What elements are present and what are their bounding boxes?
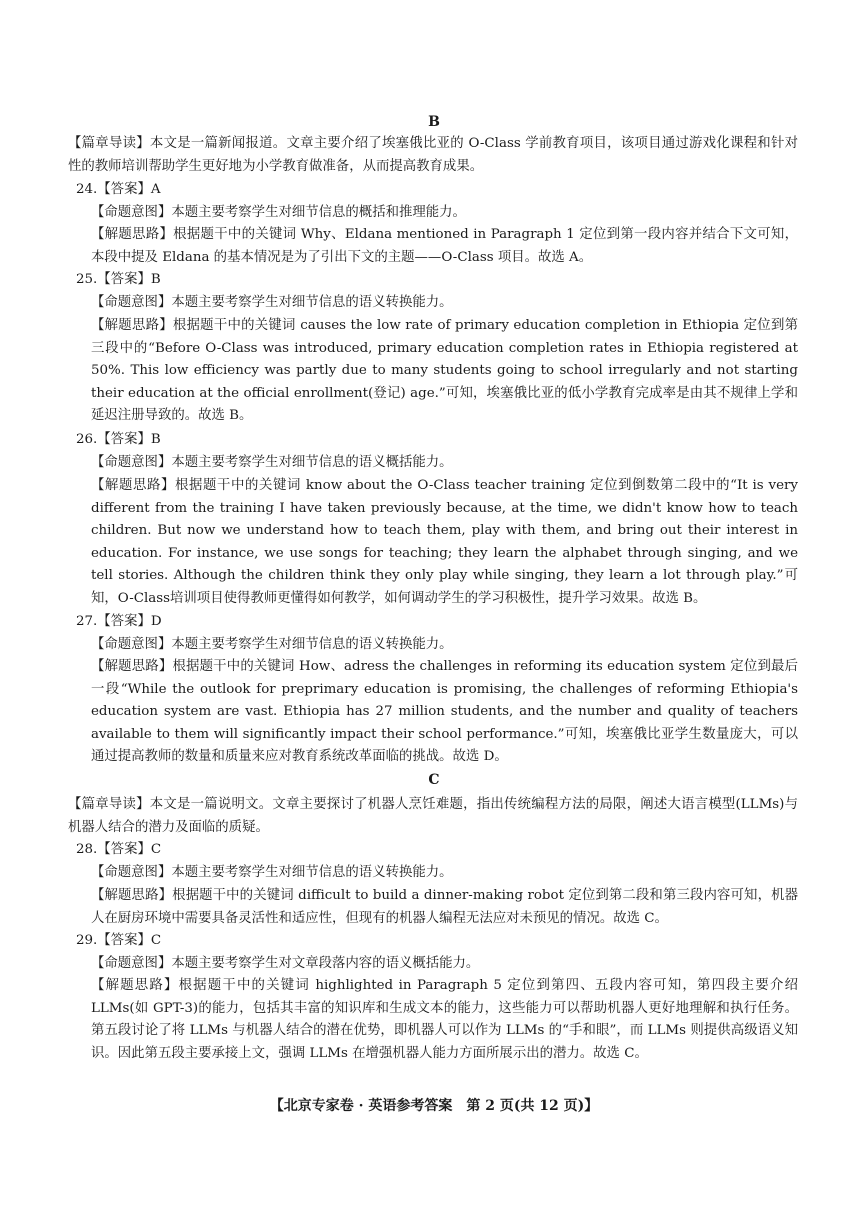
q24-answer: 24.【答案】A (76, 182, 161, 197)
q29-intent: 【命题意图】本题主要考察学生对文章段落内容的语义概括能力。 (91, 956, 480, 971)
q26-intent: 【命题意图】本题主要考察学生对细节信息的语义概括能力。 (91, 455, 453, 470)
q28-intent: 【命题意图】本题主要考察学生对细节信息的语义转换能力。 (91, 865, 453, 880)
q25-intent: 【命题意图】本题主要考察学生对细节信息的语义转换能力。 (91, 295, 453, 310)
section-b-intro: 【篇章导读】本文是一篇新闻报道。文章主要介绍了埃塞俄比亚的 O-Class 学前教育项目，该项目通过游戏化课程和针对性的教师培训帮助学生更好地为小学教育做准备，从而提高教育成果。 (68, 136, 798, 174)
q27-answer: 27.【答案】D (76, 614, 162, 629)
q29-answer: 29.【答案】C (76, 933, 162, 948)
q25-answer: 25.【答案】B (76, 272, 161, 287)
q25-reasoning: 【解题思路】根据题干中的关键词 causes the low rate of primary education completion in Ethiopia 定位到第三段中的“Before O-Class was introduced, primary education completion rates in Ethiopia registered at 50%. This low efficiency was partly due to many students going to school irregularly and not starting their education at the official enrollment(登记) age.”可知，埃塞俄比亚的低小学教育完成率是由其不规律上学和延迟注册导致的。故选 B。 (91, 318, 798, 424)
q28-answer: 28.【答案】C (76, 842, 162, 857)
q27-intent: 【命题意图】本题主要考察学生对细节信息的语义转换能力。 (91, 637, 453, 652)
page-footer: 【北京专家卷 · 英语参考答案 第 2 页(共 12 页)】 (269, 1098, 599, 1114)
q29-reasoning: 【解题思路】根据题干中的关键词 highlighted in Paragraph 5 定位到第四、五段内容可知，第四段主要介绍 LLMs(如 GPT-3)的能力，包括其丰富的知识库和生成文本的能力，这些能力可以帮助机器人更好地理解和执行任务。第五段讨论了将 LLMs 与机器人结合的潜在优势，即机器人可以作为 LLMs 的“手和眼”，而 LLMs 则提供高级语义知识。因此第五段主要承接上文，强调 LLMs 在增强机器人能力方面所展示出的潜力。故选 C。 (91, 978, 798, 1061)
q27-reasoning: 【解题思路】根据题干中的关键词 How、adress the challenges in reforming its education system 定位到最后一段“While the outlook for preprimary education is promising, the challenges of reforming Ethiopia's education system are vast. Ethiopia has 27 million students, and the number and quality of teachers available to them will significantly impact their school performance.”可知，埃塞俄比亚学生数量庞大，可以通过提高教师的数量和质量来应对教育系统改革面临的挑战。故选 D。 (91, 659, 798, 765)
q24-intent: 【命题意图】本题主要考察学生对细节信息的概括和推理能力。 (91, 205, 466, 220)
q28-reasoning: 【解题思路】根据题干中的关键词 difficult to build a dinner-making robot 定位到第二段和第三段内容可知，机器人在厨房环境中需要具备灵活性和适应性，但现有的机器人编程无法应对未预见的情况。故选 C。 (91, 888, 798, 926)
section-c-intro: 【篇章导读】本文是一篇说明文。文章主要探讨了机器人烹饪难题，指出传统编程方法的局限，阐述大语言模型(LLMs)与机器人结合的潜力及面临的质疑。 (68, 797, 798, 835)
q26-reasoning: 【解题思路】根据题干中的关键词 know about the O-Class teacher training 定位到倒数第二段中的“It is very different from the training I have taken previously because, at the time, we didn't know how to teach children. But now we understand how to teach them, play with them, and bring out their interest in education. For instance, we use songs for teaching; they learn the alphabet through singing, and we tell stories. Although the children think they only play while singing, they learn a lot through play.”可知，O-Class培训项目使得教师更懂得如何教学，如何调动学生的学习积极性，提升学习效果。故选 B。 (91, 478, 798, 606)
q24-reasoning: 【解题思路】根据题干中的关键词 Why、Eldana mentioned in Paragraph 1 定位到第一段内容并结合下文可知，本段中提及 Eldana 的基本情况是为了引出下文的主题——O-Class 项目。故选 A。 (91, 227, 798, 265)
section-c-title: C (428, 772, 440, 788)
section-b-title: B (428, 114, 440, 130)
q26-answer: 26.【答案】B (76, 432, 161, 447)
